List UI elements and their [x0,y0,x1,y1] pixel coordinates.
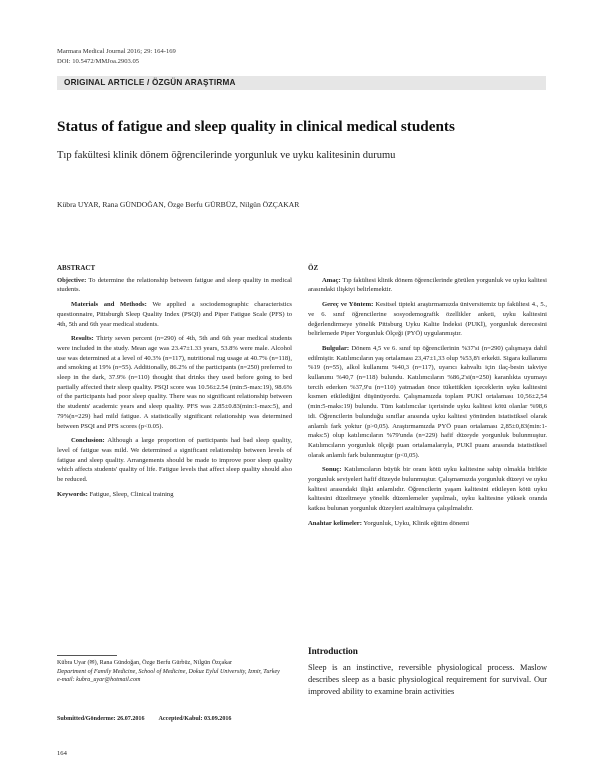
affiliation-names: Kübra Uyar (✉), Rana Gündoğan, Özge Berfu Gürbüz, Nilgün Özçakar [57,660,232,666]
sonuc-text: Katılımcıların büyük bir oranı kötü uyku kalitesine sahip olmakla birlikte yorgunluk seviyeleri hafif düzeyde bulunmuştur. Çalışmamızda yorgunluk düzeyi ve uyku kalitesi arasındaki ilişki anlamlıdır. Öğrencilerin yaşam kalitesini etkileyen kötü uyku kalitesini düzeltmeye yönelik düzenlemeler yapılmalı, uyku kalitesine yüksek oranda katkısı bulunan yorgunluk düzeyleri azaltılmaya çalışılmalıdır. [308,466,547,513]
abstract-objective [57,276,292,295]
abstract-conclusion [57,436,292,485]
results-text: Thirty seven percent (n=290) of 4th, 5th and 6th year medical students were included in the study. Mean age was 23.47±1.33 years, 53.8% were male. Alcohol use was determined at a level of 40.3% (n=117), nutritional rug usage at 40.7% (n=118), and smoking at 19% (n=55). Additionally, 86.2% of the participants (n=250) preferred to sleep in the dark, 37.9% (n=110) thought that drinks they used before going to bed partially affected their sleep quality. PSQI score was 10.56±2.54 (min:5-max:19), 98.6% of the participants had poor sleep quality. There was no significant relationship between the students' academic years and sleep quality. PFS was 2.85±0.83(min:1-max:5), and 79%(n=229) had mild fatigue. A statistically significant relationship was determined between PSQI and PFS scores (p<0.05). [57,335,293,430]
accepted-date: Accepted/Kabul: 03.09.2016 [158,716,232,722]
bulgular-label: Bulgular: [322,344,350,352]
journal-header [57,47,176,66]
methods-label: Materials and Methods: [71,301,147,309]
paper-title: Status of fatigue and sleep quality in clinical medical students [57,118,455,135]
anahtar-label: Anahtar kelimeler: [308,519,362,527]
introduction-heading: Introduction [308,646,358,656]
abstract-results [57,334,292,431]
bulgular-text: Dönem 4,5 ve 6. sınıf tıp öğrencilerinin %37'si (n=290) çalışmaya dahil edilmiştir. Katılımcıların yaş ortalaması 23,47±1,33 olup %53,8'i erkekti. Sigara kullanımı %19 (n=55), alkol kullanımı %40,3 (n=117), uyarıcı kahvaltı için ilaç-besin takviye kullanımı %40,7 (n=118) bulundu. Katılımcıların %86,2'si(n=250) karanlıkta uyumayı tercih ederken %37,9'u (n=110) yatmadan önce tükettiklen içeceklerin uyku kalitesini kısmen etkilediğini düşünüyordu. Çalışmamızda toplam PUKİ ortalaması 10,56±2,54 (min:5-maks:19) bulundu. Tüm katılımcılar içerisinde uyku kalitesi kötü olanlar %98,6 idi. Öğrencilerin bulunduğu sınıflar arasında uyku kalitesi yönünden istatistiksel olarak anlamlı fark yoktur (p>0,05). Araştırmamızda PYÖ puan ortalaması 2,85±0,83(min:1-maks:5) olup katılımcıların %79'unda (n=229) hafif düzeyde yorgunluk bulunmuştur. Katılımcıların yorgunluk ölçeği puan ortalamalarıyla, PUKİ puanı arasında istatistiksel olarak anlamlı fark bulunmuştur (p<0,05). [308,344,547,459]
page-number: 164 [57,750,67,757]
author-list: Kübra UYAR, Rana GÜNDOĞAN, Özge Berfu GÜRBÜZ, Nilgün ÖZÇAKAR [57,200,300,209]
oz-amac [308,276,547,295]
abstract-section [57,264,292,504]
conclusion-label: Conclusion: [71,437,105,445]
oz-gerec [308,300,547,339]
results-label: Results: [71,335,94,343]
objective-text: To determine the relationship between fatigue and sleep quality in medical students. [57,276,292,294]
affiliation-department [57,668,292,677]
oz-anahtar [308,519,547,529]
journal-citation: Marmara Medical Journal 2016; 29: 164-169 [57,48,176,55]
affiliation-block [57,659,292,685]
anahtar-text: Yorgunluk, Uyku, Klinik eğitim dönemi [363,519,470,527]
abstract-methods [57,300,292,329]
methods-text: We applied a sociodemographic characteristics questionnaire, Pittsburgh Sleep Quality Index (PSQI) and Piper Fatigue Scale (PFS) to 4th, 5th and 6th year medical students. [57,301,292,328]
department-text: Department of Family Medicine, School of Medicine, Dokuz Eylul University, Izmir, Turkey [57,668,280,675]
keywords-text: Fatigue, Sleep, Clinical training [89,490,174,498]
conclusion-text: Although a large proportion of participants had bad sleep quality, level of fatigue was mild. We determined a significant relationship between levels of fatigue and sleep quality. Arrangements should be made to improve poor sleep quality which affects students' quality of life. Fatigue levels that affect sleep quality should also be reduced. [57,437,292,484]
article-type: ORIGINAL ARTICLE / ÖZGÜN ARAŞTIRMA [64,78,236,87]
oz-bulgular [308,344,547,460]
footnote-divider [57,655,117,656]
objective-label: Objective: [57,276,87,284]
paper-subtitle: Tıp fakültesi klinik dönem öğrencilerinde yorgunluk ve uyku kalitesinin durumu [57,150,396,161]
doi: DOI: 10.5472/MMJoa.2903.05 [57,57,140,65]
oz-sonuc [308,465,547,514]
oz-heading: ÖZ [308,264,319,272]
keywords-label: Keywords: [57,490,88,498]
abstract-heading: ABSTRACT [57,264,96,272]
introduction-text: Sleep is an instinctive, reversible physiological process. Maslow describes sleep as a basic physiological requirement for survival. Our improved ability to examine brain activities [308,663,547,696]
amac-text: Tıp fakültesi klinik dönem öğrencilerinde görülen yorgunluk ve uyku kalitesi arasındaki ilişkiyi belirlemektir. [308,276,547,294]
email-text[interactable]: e-mail: kubra_uyar@hotmail.com [57,677,141,684]
amac-label: Amaç: [322,276,341,284]
submission-dates [57,716,231,722]
corresponding-email[interactable] [57,676,292,685]
gerec-label: Gereç ve Yöntem: [322,301,374,309]
sonuc-label: Sonuç: [322,466,342,474]
gerec-text: Kesitsel tipteki araştırmamızda üniversitemiz tıp fakültesi 4., 5., ve 6. sınıf öğrencilerine sosyodemografik özellikler anketi, uyku kalitesini değerlendirmeye yönelik Pittsburg Uyku Kalite İndeksi (PUKİ), yorgunluk derecesini belirlemede Piper Yorgunluk Ölçeği (PYÖ) uygulanmıştır. [308,301,547,338]
oz-section [308,264,547,534]
submitted-date: Submitted/Gönderme: 26.07.2016 [57,716,145,722]
abstract-keywords [57,490,292,500]
